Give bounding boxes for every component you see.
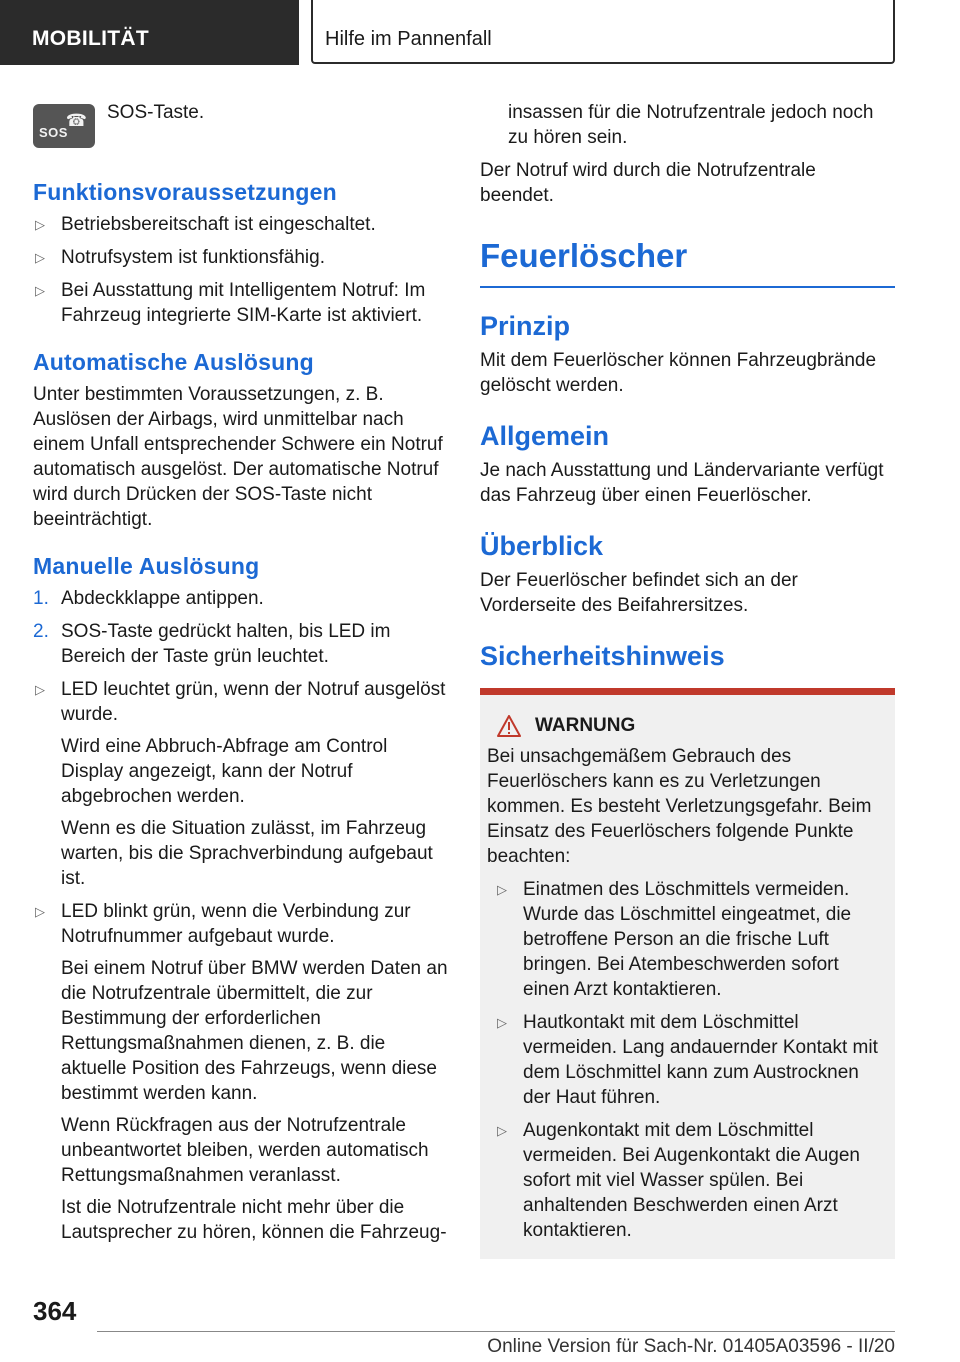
led-sub-paragraph: Ist die Notrufzentrale nicht mehr über die Lautsprecher zu hören, können die Fahrzeug- xyxy=(61,1197,447,1243)
led-list xyxy=(33,677,448,1245)
allgemein-paragraph: Je nach Ausstattung und Ländervariante verfügt das Fahrzeug über einen Feuerlöscher. xyxy=(480,460,884,506)
list-item-text: Einatmen des Löschmittels vermeiden. Wurde das Löschmittel eingeatmet, die betroffene Person an die frische Luft bringen. Bei Atembeschwerden sofort einen Arzt kontaktieren. xyxy=(523,879,852,1000)
sos-row xyxy=(33,100,448,148)
warning-list xyxy=(495,877,887,1243)
heading-manuelle-ausloesung: Manuelle Auslösung xyxy=(33,553,260,579)
heading-automatische-ausloesung: Automatische Auslösung xyxy=(33,349,314,375)
warning-title: WARNUNG xyxy=(535,715,636,736)
triangle-bullet-icon: ▷ xyxy=(35,682,45,697)
list-item-text: Hautkontakt mit dem Löschmittel vermeiden. Lang andauernder Kontakt mit dem Löschmittel kann zum Austrocknen der Haut führen. xyxy=(523,1012,878,1108)
step-text: SOS-Taste gedrückt halten, bis LED im Bereich der Taste grün leuchtet. xyxy=(61,621,391,667)
warning-box xyxy=(480,688,895,1259)
left-column xyxy=(33,100,448,1245)
led-sub-paragraph: Wenn es die Situation zulässt, im Fahrzeug warten, bis die Sprachverbindung aufgebaut ist. xyxy=(61,818,433,889)
triangle-bullet-icon: ▷ xyxy=(497,1015,507,1030)
triangle-bullet-icon: ▷ xyxy=(497,1123,507,1138)
right-column xyxy=(480,100,895,1259)
list-item xyxy=(33,278,448,328)
list-item xyxy=(33,677,448,891)
list-item-text: Bei Ausstattung mit Intelligentem Notruf: Im Fahrzeug integrierte SIM-Karte ist aktiviert. xyxy=(61,280,426,326)
footer-text: Online Version für Sach-Nr. 01405A03596 - II/20 xyxy=(487,1336,895,1357)
led-sub-paragraph: Wenn Rückfragen aus der Notrufzentrale unbeantwortet bleiben, werden automatisch Rettungsmaßnahmen veranlasst. xyxy=(61,1115,429,1186)
triangle-bullet-icon: ▷ xyxy=(35,283,45,298)
prinzip-paragraph: Mit dem Feuerlöscher können Fahrzeugbrände gelöscht werden. xyxy=(480,350,877,396)
phone-icon: ☎ xyxy=(65,111,87,130)
step-item xyxy=(33,619,448,669)
step-item xyxy=(33,586,448,611)
continued-text: insassen für die Notrufzentrale jedoch noch zu hören sein. xyxy=(508,102,874,148)
step-number: 2. xyxy=(33,621,49,642)
funktion-list xyxy=(33,212,448,328)
heading-ueberblick: Überblick xyxy=(480,531,604,561)
list-item-text: Betriebsbereitschaft ist eingeschaltet. xyxy=(61,214,376,235)
sos-caption: SOS-Taste. xyxy=(107,102,205,123)
heading-prinzip: Prinzip xyxy=(480,311,571,341)
led-blink-text: LED blinkt grün, wenn die Verbindung zur Notrufnummer aufgebaut wurde. xyxy=(61,901,411,947)
sos-icon-label: SOS xyxy=(39,125,68,140)
notruf-end-paragraph: Der Notruf wird durch die Notrufzentrale beendet. xyxy=(480,160,816,206)
warning-header xyxy=(487,713,887,738)
triangle-bullet-icon: ▷ xyxy=(35,904,45,919)
heading-feuerloescher: Feuerlöscher xyxy=(480,236,895,288)
triangle-bullet-icon: ▷ xyxy=(35,250,45,265)
list-item-text: Augenkontakt mit dem Löschmittel vermeiden. Bei Augenkontakt die Augen sofort mit viel Wasser spülen. Bei anhaltenden Beschwerden einen Arzt kontaktieren. xyxy=(523,1120,860,1241)
list-item xyxy=(495,1118,887,1243)
led-sub-paragraph: Bei einem Notruf über BMW werden Daten an die Notrufzentrale übermittelt, die zur Bestimmung der erforderlichen Rettungsmaßnahmen dienen, z. B. die aktuelle Position des Fahrzeugs, wenn diese bestimmt werden kann. xyxy=(61,958,448,1104)
steps-list xyxy=(33,586,448,669)
list-item xyxy=(33,245,448,270)
chapter-title: Hilfe im Pannenfall xyxy=(311,0,895,64)
heading-funktionsvoraussetzungen: Funktionsvoraussetzungen xyxy=(33,179,337,205)
led-green-text: LED leuchtet grün, wenn der Notruf ausgelöst wurde. xyxy=(61,679,446,725)
heading-sicherheitshinweis: Sicherheitshinweis xyxy=(480,641,725,671)
triangle-bullet-icon: ▷ xyxy=(35,217,45,232)
page-number: 364 xyxy=(33,1296,77,1326)
footer-divider xyxy=(97,1331,895,1332)
ueberblick-paragraph: Der Feuerlöscher befindet sich an der Vorderseite des Beifahrersitzes. xyxy=(480,570,798,616)
list-item xyxy=(495,877,887,1002)
list-item-text: Notrufsystem ist funktionsfähig. xyxy=(61,247,325,268)
warning-triangle-icon xyxy=(497,715,521,737)
sos-phone-icon xyxy=(33,104,95,148)
list-item xyxy=(495,1010,887,1110)
section-tab: MOBILITÄT xyxy=(0,0,299,65)
list-item xyxy=(33,212,448,237)
warning-text: Bei unsachgemäßem Gebrauch des Feuerlöschers kann es zu Verletzungen kommen. Es besteht Verletzungsgefahr. Beim Einsatz des Feuerlöschers folgende Punkte beachten: xyxy=(487,746,872,867)
triangle-bullet-icon: ▷ xyxy=(497,882,507,897)
led-sub-paragraph: Wird eine Abbruch-Abfrage am Control Display angezeigt, kann der Notruf abgebrochen werden. xyxy=(61,736,388,807)
auto-paragraph: Unter bestimmten Voraussetzungen, z. B. Auslösen der Airbags, wird unmittelbar nach einem Unfall entsprechender Schwere ein Notruf automatisch ausgelöst. Der automatische Notruf wird durch Drücken der SOS-Taste nicht beeinträchtigt. xyxy=(33,384,443,530)
step-number: 1. xyxy=(33,588,49,609)
heading-allgemein: Allgemein xyxy=(480,421,610,451)
step-text: Abdeckklappe antippen. xyxy=(61,588,264,609)
list-item xyxy=(33,899,448,1245)
